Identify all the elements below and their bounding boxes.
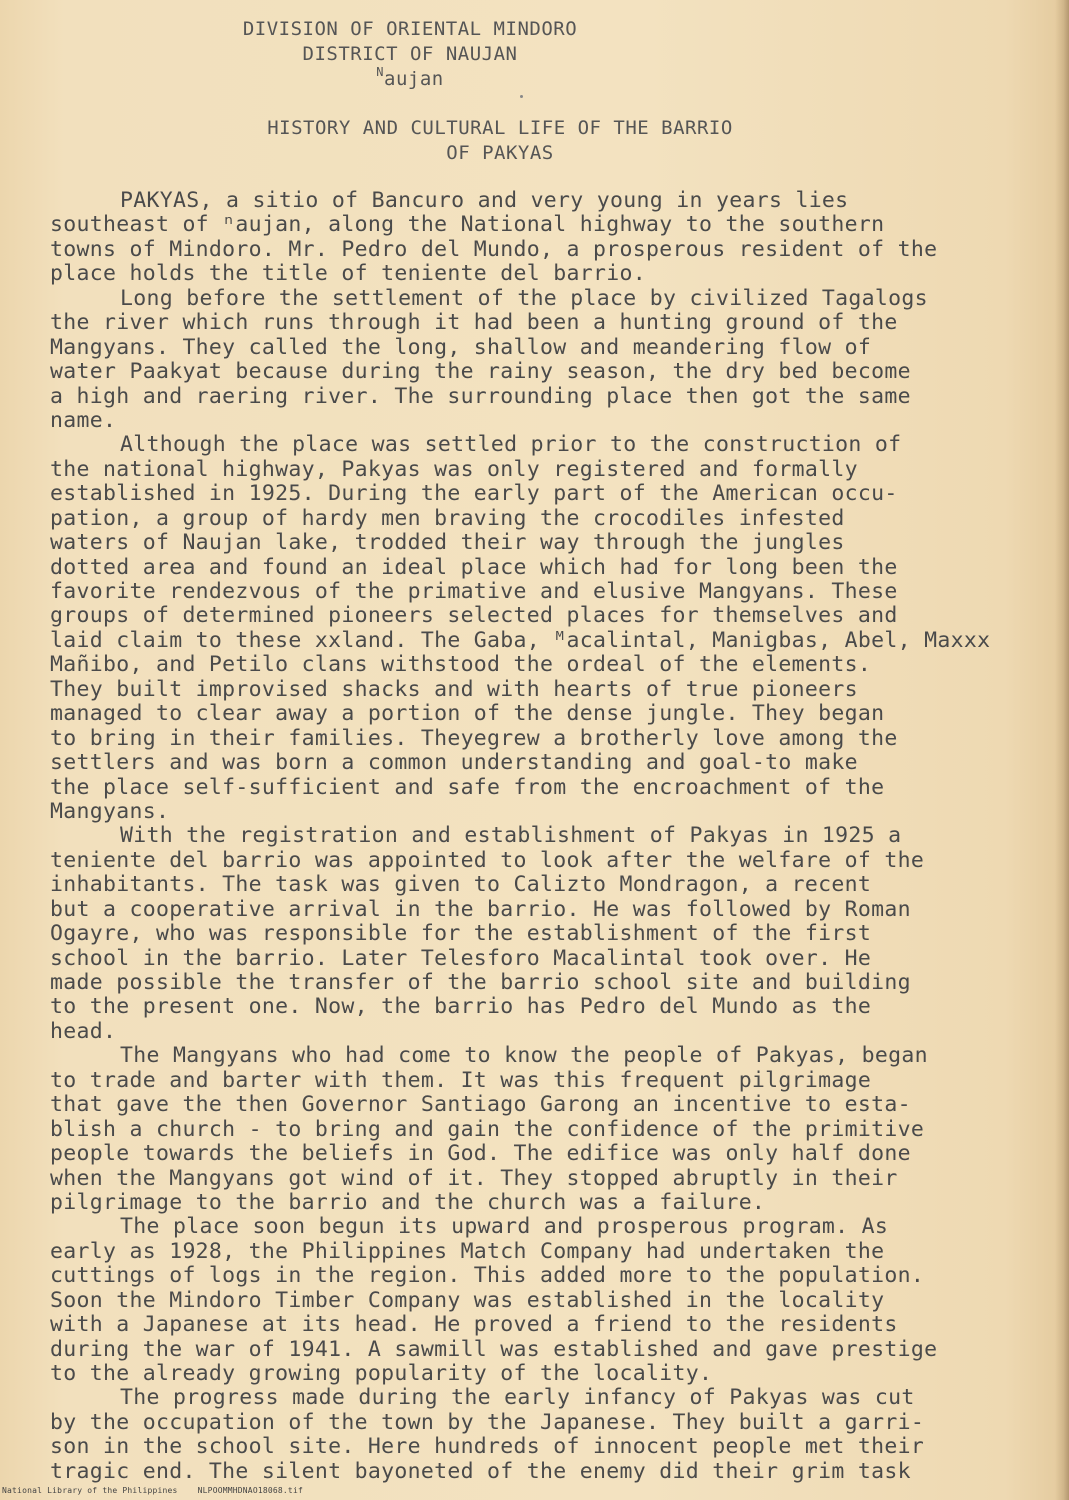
text-line: inhabitants. The task was given to Calizto Mondragon, a recent bbox=[50, 872, 872, 898]
text-line: The progress made during the early infancy of Pakyas was cut bbox=[120, 1385, 915, 1411]
text-line: school in the barrio. Later Telesforo Macalintal took over. He bbox=[50, 945, 872, 971]
text-line: dotted area and found an ideal place which had for long been the bbox=[50, 554, 898, 580]
town-heading-rest: aujan bbox=[384, 68, 444, 90]
text-line: Ogayre, who was responsible for the establishment of the first bbox=[50, 921, 872, 947]
text-line: made possible the transfer of the barrio school site and building bbox=[50, 970, 911, 995]
text-line: name. bbox=[50, 407, 117, 433]
text-line: With the registration and establishment of Pakyas in 1925 a bbox=[120, 823, 902, 849]
text-line: Mañibo, and Petilo clans withstood the ordeal of the elements. bbox=[50, 652, 872, 678]
text-line: to the already growing popularity of the locality. bbox=[50, 1361, 713, 1386]
text-line: but a cooperative arrival in the barrio. He was followed by Roman bbox=[50, 896, 911, 922]
text-line: The place soon begun its upward and prosperous program. As bbox=[120, 1214, 889, 1240]
text-line: pilgrimage to the barrio and the church was a failure. bbox=[50, 1189, 766, 1215]
text-line: during the war of 1941. A sawmill was established and gave prestige bbox=[50, 1336, 938, 1362]
text-line: waters of Naujan lake, trodded their way through the jungles bbox=[50, 530, 845, 556]
text-line: They built improvised shacks and with hearts of true pioneers bbox=[50, 676, 858, 702]
text-line: the river which runs through it had been a hunting ground of the bbox=[50, 310, 898, 336]
text-line: place holds the title of teniente del barrio. bbox=[50, 261, 646, 287]
text-line: Mangyans. They called the long, shallow and meandering flow of bbox=[50, 334, 872, 360]
archive-footer: National Library of the Philippines NLPOOMMHDNAO18068.tif bbox=[2, 1486, 303, 1495]
text-line: blish a church - to bring and gain the confidence of the primitive bbox=[50, 1116, 925, 1142]
text-line: Long before the settlement of the place by civilized Tagalogs bbox=[120, 285, 928, 311]
text-line: when the Mangyans got wind of it. They stopped abruptly in their bbox=[50, 1165, 898, 1191]
text-line: Soon the Mindoro Timber Company was established in the locality bbox=[50, 1287, 885, 1313]
district-heading: DISTRICT OF NAUJAN bbox=[302, 43, 518, 65]
text-line: to trade and barter with them. It was this frequent pilgrimage bbox=[50, 1067, 872, 1093]
text-line: the national highway, Pakyas was only registered and formally bbox=[50, 456, 858, 482]
text-line: a high and raering river. The surrounding place then got the same bbox=[50, 383, 911, 409]
text-line: that gave the then Governor Santiago Garong an incentive to esta- bbox=[50, 1092, 911, 1118]
text-line: southeast of ⁿaujan, along the National highway to the southern bbox=[50, 212, 885, 238]
text-line: cuttings of logs in the region. This added more to the population. bbox=[50, 1263, 925, 1289]
document-body bbox=[50, 189, 1050, 1484]
text-line: Mangyans. bbox=[50, 798, 170, 824]
text-line: people towards the beliefs in God. The edifice was only half done bbox=[50, 1141, 911, 1167]
text-line: pation, a group of hardy men braving the crocodiles infested bbox=[50, 505, 845, 531]
text-line: son in the school site. Here hundreds of innocent people met their bbox=[50, 1434, 925, 1460]
text-line: head. bbox=[50, 1018, 117, 1044]
document-title-line-1: HISTORY AND CULTURAL LIFE OF THE BARRIO bbox=[267, 117, 733, 139]
page-edge-shadow bbox=[1055, 0, 1069, 1500]
text-line: towns of Mindoro. Mr. Pedro del Mundo, a prosperous resident of the bbox=[50, 236, 938, 262]
text-line: laid claim to these xxland. The Gaba, ᴹacalintal, Manigbas, Abel, Maxxx bbox=[50, 627, 991, 653]
text-line: to bring in their families. Theyegrew a brotherly love among the bbox=[50, 725, 898, 751]
text-line: to the present one. Now, the barrio has Pedro del Mundo as the bbox=[50, 994, 872, 1020]
text-line: teniente del barrio was appointed to look after the welfare of the bbox=[50, 847, 925, 873]
text-line: early as 1928, the Philippines Match Company had undertaken the bbox=[50, 1238, 885, 1264]
text-line: favorite rendezvous of the primative and elusive Mangyans. These bbox=[50, 579, 898, 604]
town-heading bbox=[0, 65, 820, 90]
text-line: established in 1925. During the early part of the American occu- bbox=[50, 481, 898, 507]
text-line: the place self-sufficient and safe from the encroachment of the bbox=[50, 774, 885, 800]
text-line: PAKYAS, a sitio of Bancuro and very young in years lies bbox=[120, 188, 849, 213]
text-line: managed to clear away a portion of the dense jungle. They began bbox=[50, 701, 885, 727]
text-line: groups of determined pioneers selected places for themselves and bbox=[50, 603, 898, 629]
ink-speck bbox=[520, 95, 523, 98]
town-heading-cap: N bbox=[376, 65, 385, 79]
text-line: by the occupation of the town by the Japanese. They built a garri- bbox=[50, 1409, 925, 1435]
text-line: with a Japanese at its head. He proved a friend to the residents bbox=[50, 1312, 898, 1338]
document-title-line-2: OF PAKYAS bbox=[446, 142, 554, 164]
division-heading: DIVISION OF ORIENTAL MINDORO bbox=[242, 18, 578, 40]
text-line: Although the place was settled prior to the construction of bbox=[120, 432, 902, 458]
text-line: tragic end. The silent bayoneted of the enemy did their grim task bbox=[50, 1458, 911, 1484]
text-line: settlers and was born a common understanding and goal-to make bbox=[50, 750, 858, 776]
text-line: water Paakyat because during the rainy season, the dry bed become bbox=[50, 359, 911, 385]
text-line: The Mangyans who had come to know the people of Pakyas, began bbox=[120, 1043, 928, 1069]
